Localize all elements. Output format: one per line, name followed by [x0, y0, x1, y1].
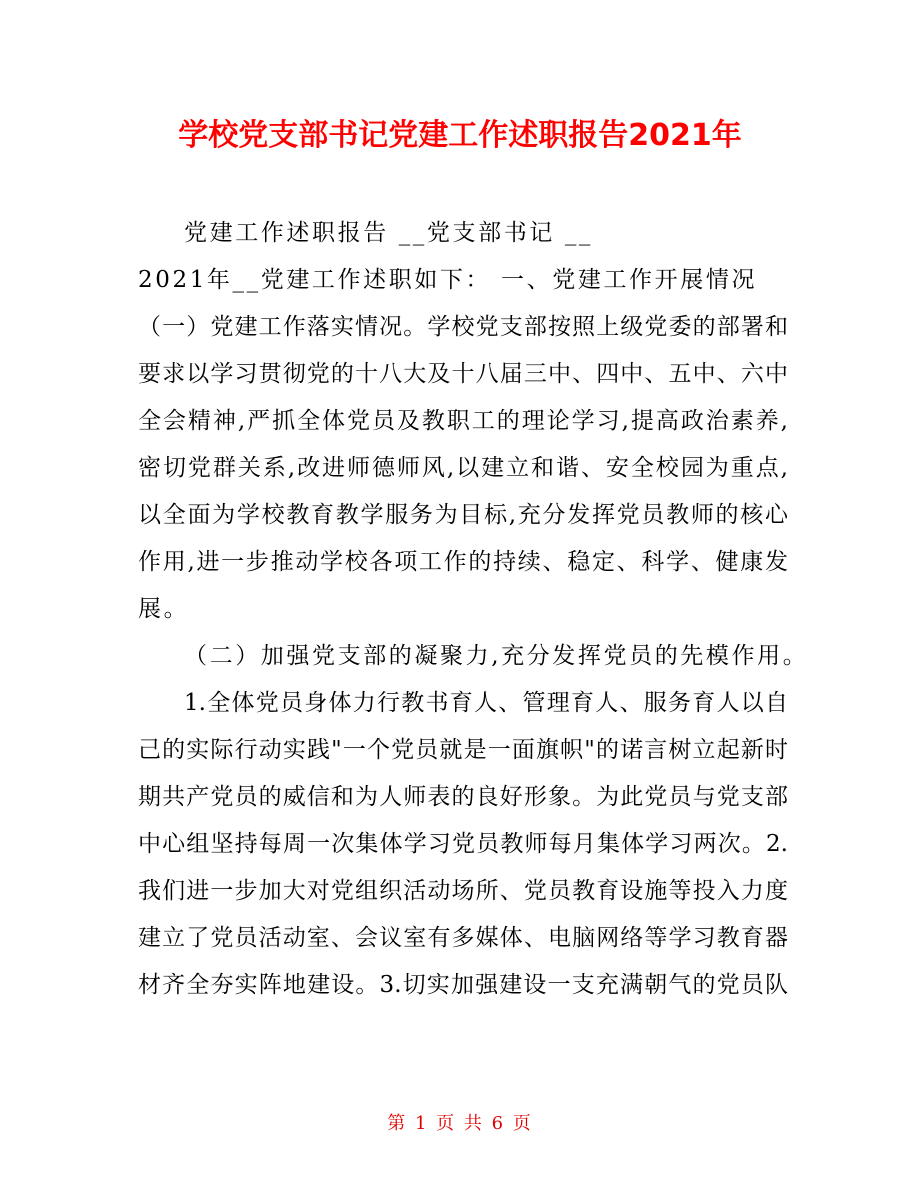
- body-line: 展。: [138, 596, 190, 622]
- body-line: 中心组坚持每周一次集体学习党员教师每月集体学习两次。2.: [138, 831, 788, 857]
- body-line: 密切党群关系,改进师德师风,以建立和谐、安全校园为重点,: [138, 455, 788, 481]
- body-line: 要求以学习贯彻党的十八大及十八届三中、四中、五中、六中: [138, 361, 788, 387]
- body-line: 1.全体党员身体力行教书育人、管理育人、服务育人以自: [184, 690, 788, 716]
- document-body: [138, 210, 809, 1009]
- body-line: 以全面为学校教育教学服务为目标,充分发挥党员教师的核心: [138, 502, 788, 528]
- body-line: 党建工作述职报告 __党支部书记 __: [184, 220, 594, 246]
- body-line: 全会精神,严抓全体党员及教职工的理论学习,提高政治素养,: [138, 408, 788, 434]
- body-line: 2021年__党建工作述职如下： 一、党建工作开展情况: [138, 267, 758, 293]
- body-line: 材齐全夯实阵地建设。3.切实加强建设一支充满朝气的党员队: [138, 972, 788, 998]
- body-line: 建立了党员活动室、会议室有多媒体、电脑网络等学习教育器: [138, 925, 788, 951]
- body-line: 作用,进一步推动学校各项工作的持续、稳定、科学、健康发: [138, 549, 788, 575]
- body-line: 我们进一步加大对党组织活动场所、党员教育设施等投入力度: [138, 878, 788, 904]
- page-number-footer: 第 1 页 共 6 页: [387, 1113, 533, 1134]
- body-line: （二）加强党支部的凝聚力,充分发挥党员的先模作用。: [184, 643, 809, 669]
- document-title: 学校党支部书记党建工作述职报告2021年: [178, 118, 742, 153]
- body-line: 期共产党员的威信和为人师表的良好形象。为此党员与党支部: [138, 784, 788, 810]
- body-line: 己的实际行动实践"一个党员就是一面旗帜"的诺言树立起新时: [138, 737, 788, 763]
- body-line: （一）党建工作落实情况。学校党支部按照上级党委的部署和: [138, 314, 788, 340]
